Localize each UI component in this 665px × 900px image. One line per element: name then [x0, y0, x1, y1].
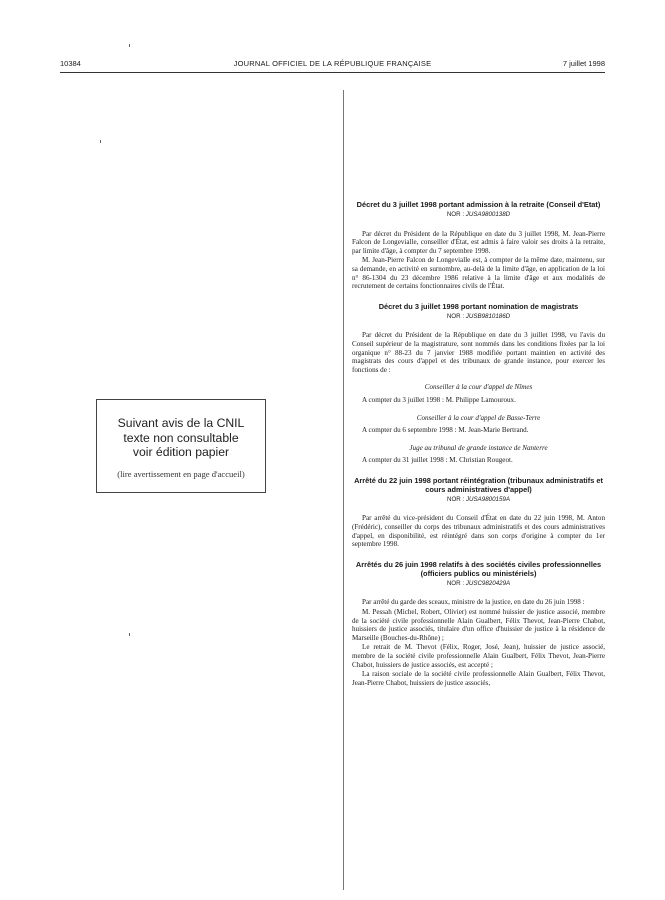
paragraph: Par décret du Président de la République en date du 3 juillet 1998, vu l'avis du Conseil supérieur de la magistrature, sont nommés dans les conditions fixées par la loi organique n° 88-23 du 7 janvier 1988 modifiée portant maintien en activité des magistrats des cours d'appel et des tribunaux de grande instance, pour exercer les fonctions de : — [352, 331, 605, 374]
section-title: Décret du 3 juillet 1998 portant admission à la retraite (Conseil d'Etat) — [356, 200, 601, 209]
section-retraite — [352, 200, 605, 291]
paragraph: Par décret du Président de la République en date du 3 juillet 1998, M. Jean-Pierre Falcon de Longevialle, conseiller d'État, est admis à faire valoir ses droits à la retraite, par limite d'âge, à compter du 7 septembre 1998. — [352, 229, 605, 255]
paragraph: M. Pessah (Michel, Robert, Olivier) est nommé huissier de justice associé, membre de la société civile professionnelle Alain Gualbert, Félix Thevot, Jean-Pierre Chabot, huissiers de justice associés, titulaire d'un office d'huissier de justice à la résidence de Marseille (Bouches-du-Rhône) ; — [352, 608, 605, 642]
section-title: Décret du 3 juillet 1998 portant nomination de magistrats — [378, 301, 579, 311]
paragraph: Le retrait de M. Thevot (Félix, Roger, José, Jean), huissier de justice associé, membre de la société civile professionnelle Alain Gualbert, Félix Thevot, Jean-Pierre Chabot, huissiers de justice associés, est accepté ; — [352, 643, 605, 669]
scan-mark — [129, 44, 130, 47]
paragraph: M. Jean-Pierre Falcon de Longevialle est, à compter de la même date, maintenu, sur sa demande, en activité en surnombre, au-delà de la limite d'âge, en application de la loi n° 86-1304 du 23 décembre 1986 relative à la limite d'âge et aux modalités de recrutement de certains fonctionnaires civils de l'État. — [352, 256, 605, 291]
right-column — [352, 200, 605, 698]
nor-code: JUSC9820429A — [465, 579, 511, 587]
section-scp — [352, 560, 605, 688]
cnil-notice-line: texte non consultable — [123, 430, 239, 445]
cnil-notice-line: voir édition papier — [132, 445, 230, 459]
section-magistrats — [352, 302, 605, 465]
paragraph: Par arrêté du garde des sceaux, ministre de la justice, en date du 26 juin 1998 : — [362, 598, 585, 607]
cnil-notice-box — [96, 399, 266, 493]
appointment-heading: Conseiller à la cour d'appel de Nîmes — [424, 383, 533, 392]
appointment-heading: Conseiller à la cour d'appel de Basse-Terre — [416, 413, 541, 422]
paragraph: La raison sociale de la société civile professionnelle Alain Gualbert, Félix Thevot, Jean-Pierre Chabot, huissiers de justice associés, — [352, 670, 605, 687]
section-title: Arrêté du 22 juin 1998 portant réintégration (tribunaux administratifs et cours administratives d'appel) — [354, 475, 603, 494]
nor-code: JUSA9800159A — [465, 495, 510, 503]
nor-reference: NOR : JUSA9800138D — [446, 211, 511, 218]
section-title: Arrêtés du 26 juin 1998 relatifs à des sociétés civiles professionnelles (officiers publics ou ministériels) — [355, 559, 602, 578]
publication-date: 7 juillet 1998 — [562, 59, 605, 68]
cnil-notice-line: Suivant avis de la CNIL — [117, 416, 245, 430]
page-header — [60, 56, 605, 73]
nor-code: JUSB9810186D — [465, 312, 511, 320]
nor-reference: NOR : JUSC9820429A — [446, 579, 511, 587]
journal-title: JOURNAL OFFICIEL DE LA RÉPUBLIQUE FRANÇAISE — [233, 59, 432, 68]
paragraph: Par arrêté du vice-président du Conseil d'État en date du 22 juin 1998, M. Anton (Frédéric), conseiller du corps des tribunaux administratifs et des cours administratives d'appel, en disponibilité, est réintégré dans son corps d'origine à compter du 1er septembre 1998. — [352, 514, 605, 549]
nor-code: JUSA9800138D — [465, 211, 511, 218]
section-reintegration — [352, 476, 605, 549]
appointment-text: A compter du 3 juillet 1998 : M. Philippe Lamouroux. — [362, 395, 516, 404]
column-divider — [343, 90, 344, 890]
scan-mark — [129, 633, 130, 636]
page-number: 10384 — [60, 59, 81, 68]
appointment-text: A compter du 6 septembre 1998 : M. Jean-Marie Bertrand. — [362, 426, 529, 435]
scan-mark — [100, 140, 101, 143]
nor-reference: NOR : JUSA9800159A — [447, 495, 510, 503]
cnil-notice-note: (lire avertissement en page d'accueil) — [117, 468, 245, 479]
appointment-heading: Juge au tribunal de grande instance de Nanterre — [409, 443, 548, 452]
nor-reference: NOR : JUSB9810186D — [446, 312, 511, 320]
appointment-text: A compter du 31 juillet 1998 : M. Christian Rougeot. — [362, 456, 513, 465]
